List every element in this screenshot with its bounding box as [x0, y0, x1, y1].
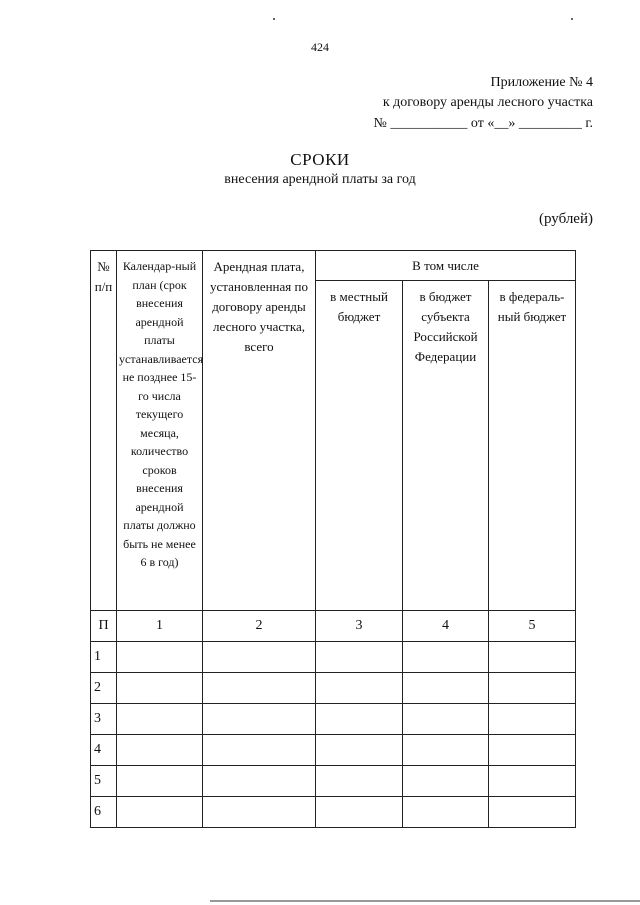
row-number: 6 [91, 797, 117, 828]
header-local-budget: в местный бюджет [316, 281, 403, 611]
row-number: 1 [91, 642, 117, 673]
scan-speck [273, 18, 275, 20]
header-federal-budget: в федераль-ный бюджет [489, 281, 576, 611]
document-subtitle: внесения арендной платы за год [224, 172, 416, 187]
table-cell [316, 766, 403, 797]
appendix-contract-reference: к договору аренды лесного участка [382, 95, 593, 110]
document-title: СРОКИ [290, 150, 350, 169]
table-cell [117, 797, 203, 828]
table-cell [489, 673, 576, 704]
column-number: 2 [203, 611, 316, 642]
table-cell [203, 642, 316, 673]
table-cell [117, 642, 203, 673]
table-row [91, 766, 576, 797]
column-number-row [91, 611, 576, 642]
appendix-title: Приложение № 4 [490, 75, 593, 90]
table-row [91, 673, 576, 704]
table-cell [489, 766, 576, 797]
scan-speck [571, 18, 573, 20]
table-cell [489, 642, 576, 673]
appendix-contract-number-line: № ___________ от «__» _________ г. [373, 116, 593, 131]
table-cell [117, 735, 203, 766]
row-number: 2 [91, 673, 117, 704]
table-cell [316, 735, 403, 766]
table-cell [489, 704, 576, 735]
table-cell [203, 735, 316, 766]
table-cell [203, 673, 316, 704]
table-cell [489, 797, 576, 828]
table-cell [403, 642, 489, 673]
table-cell [403, 735, 489, 766]
header-row-number: № п/п [91, 251, 117, 611]
table-row [91, 797, 576, 828]
table-cell [316, 642, 403, 673]
header-including: В том числе [316, 251, 576, 281]
table-cell [316, 797, 403, 828]
row-number: 3 [91, 704, 117, 735]
table-cell [117, 766, 203, 797]
table-cell [489, 735, 576, 766]
table-cell [203, 704, 316, 735]
table-cell [117, 673, 203, 704]
page-number: 424 [311, 40, 329, 54]
table-cell [403, 673, 489, 704]
header-subject-budget: в бюджет субъекта Российской Федерации [403, 281, 489, 611]
column-number: 1 [117, 611, 203, 642]
column-number: 4 [403, 611, 489, 642]
table-row [91, 704, 576, 735]
table-cell [403, 797, 489, 828]
rent-schedule-table [90, 250, 576, 828]
table-cell [316, 673, 403, 704]
table-cell [203, 797, 316, 828]
column-number: П [91, 611, 117, 642]
table-cell [316, 704, 403, 735]
table-cell [403, 704, 489, 735]
row-number: 5 [91, 766, 117, 797]
column-number: 5 [489, 611, 576, 642]
header-calendar-plan: Календар-ный план (срок внесения арендной платы устанавливается не позднее 15-го числа текущего месяца, количество сроков внесения арендной платы должно быть не менее 6 в год) [117, 251, 203, 611]
table-cell [117, 704, 203, 735]
currency-unit: (рублей) [538, 211, 593, 227]
column-number: 3 [316, 611, 403, 642]
scan-edge-shadow [210, 900, 640, 902]
row-number: 4 [91, 735, 117, 766]
header-total-rent: Арендная плата, установленная по договору аренды лесного участка, всего [203, 251, 316, 611]
table-row [91, 642, 576, 673]
table-row [91, 735, 576, 766]
table-cell [203, 766, 316, 797]
table-cell [403, 766, 489, 797]
